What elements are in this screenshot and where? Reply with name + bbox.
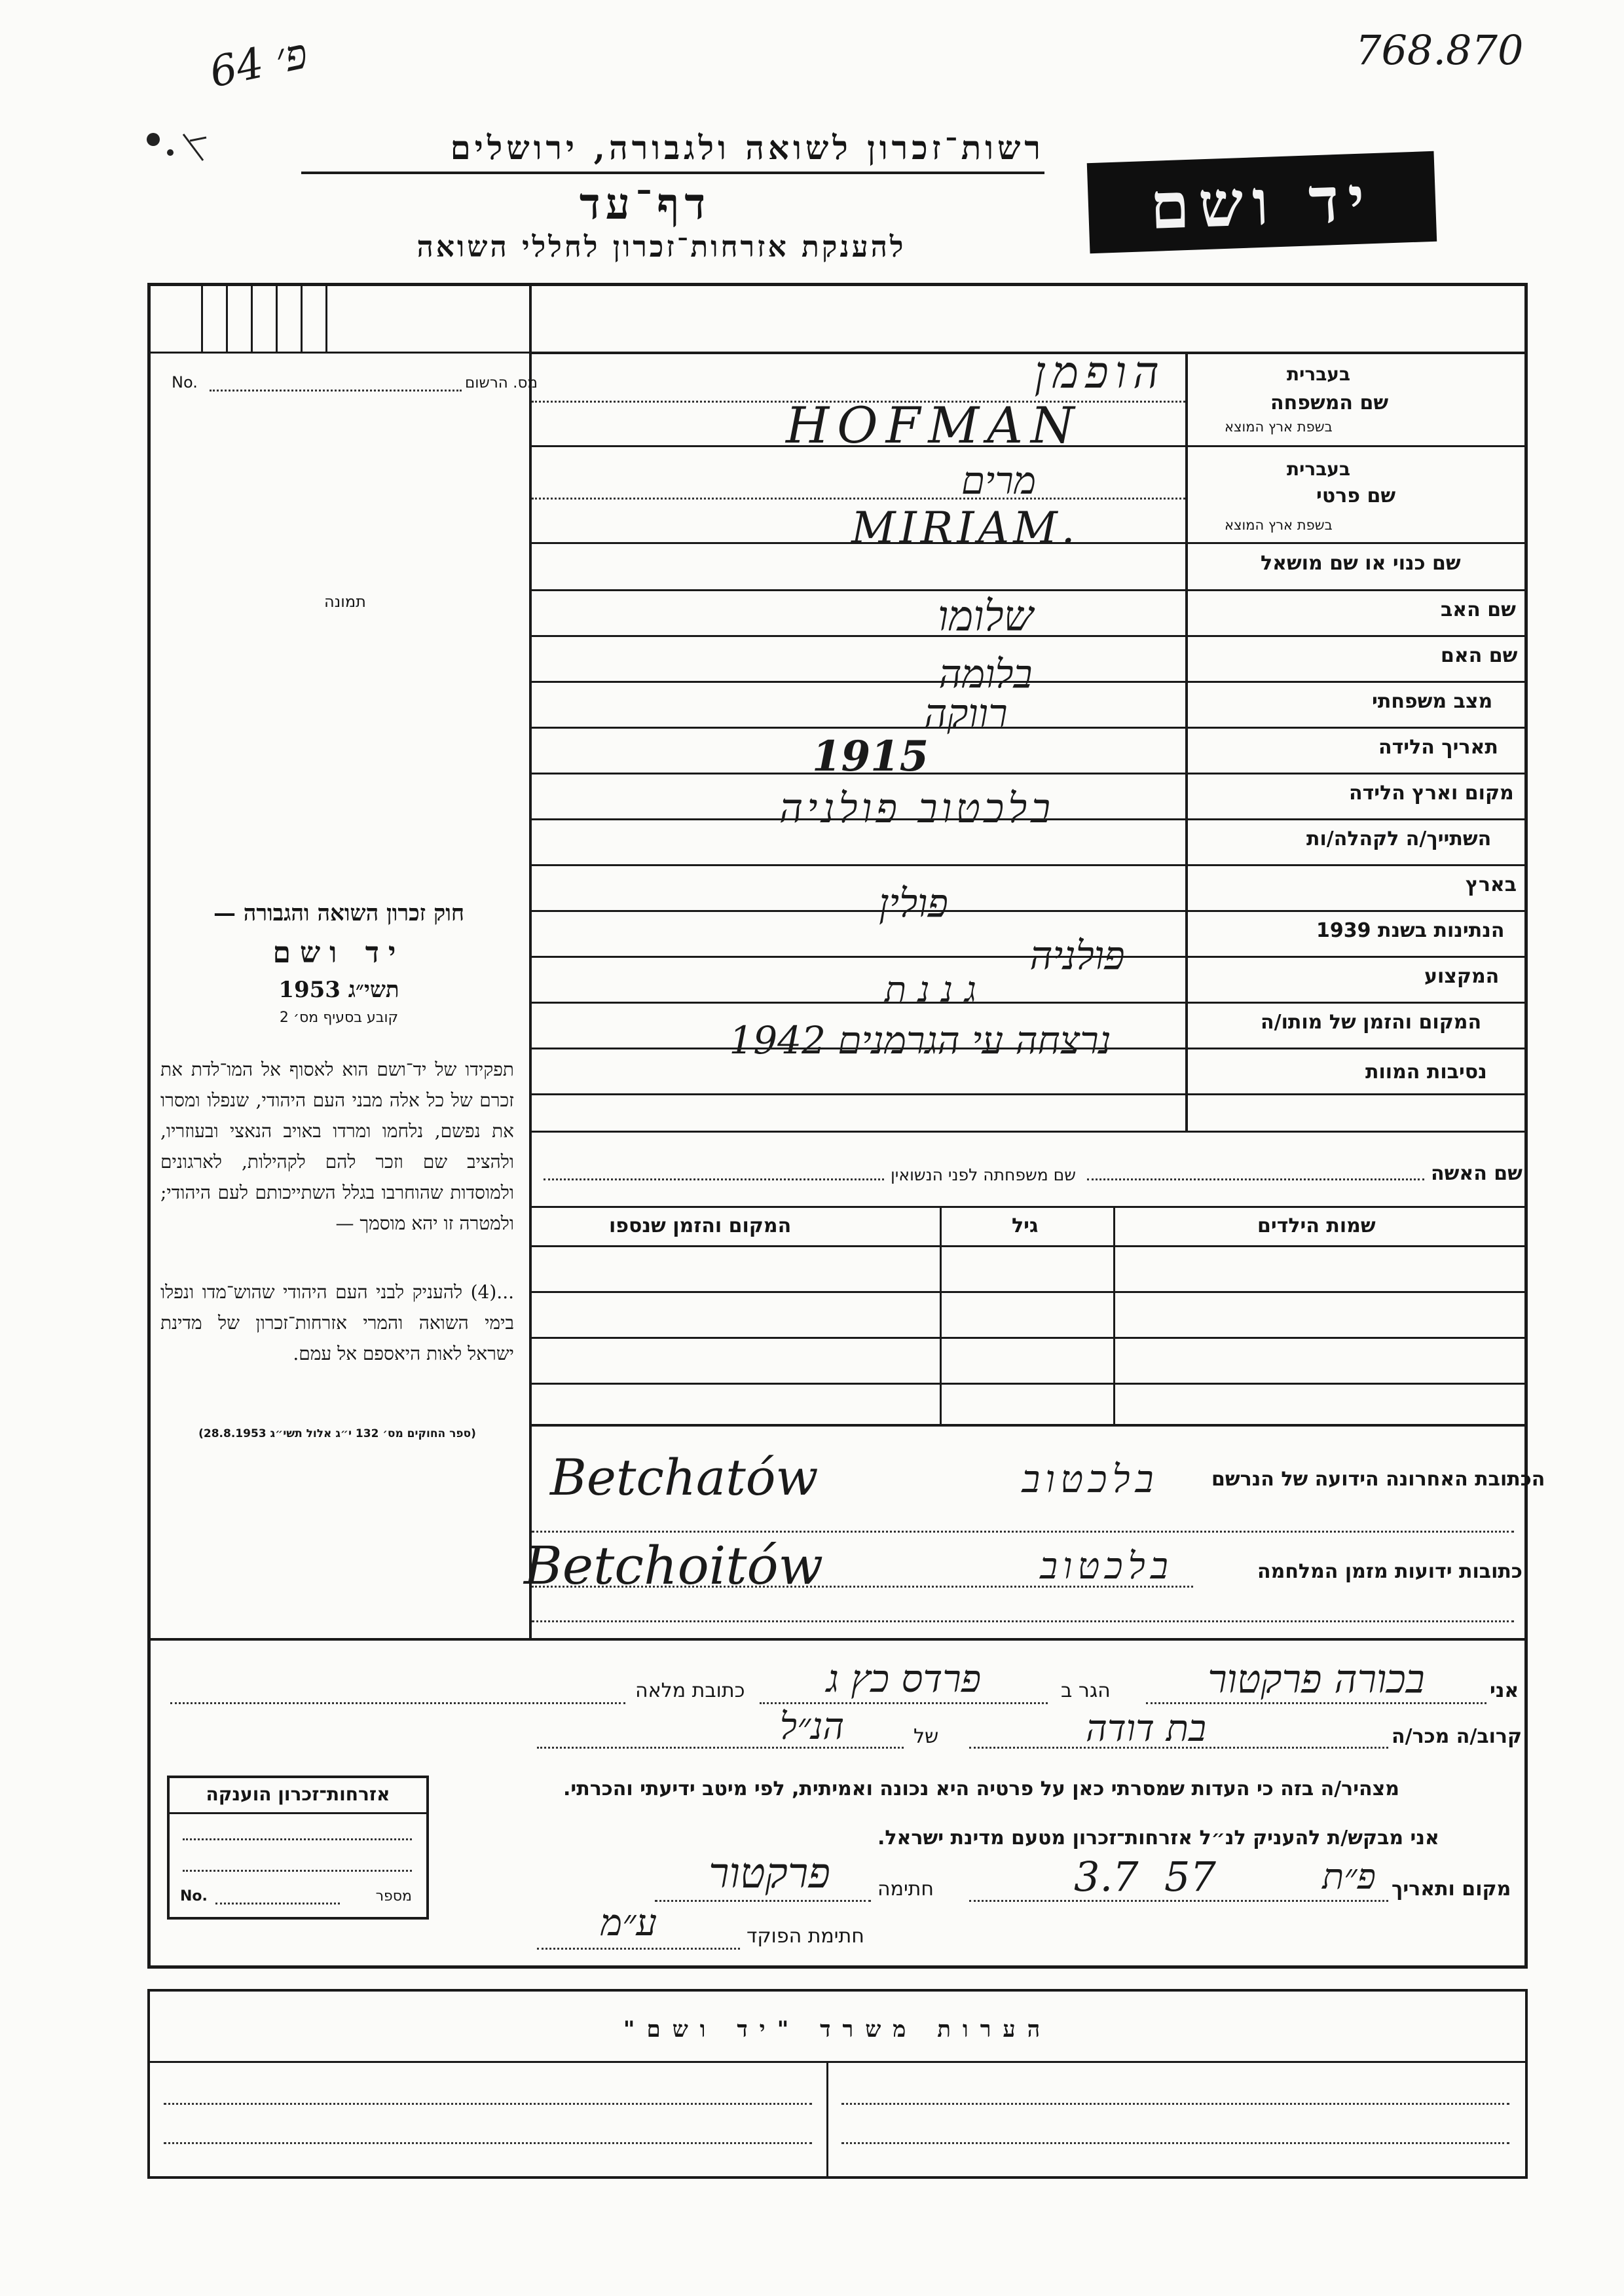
family-name-native-value[interactable]: HOFMAN <box>786 396 1082 454</box>
office-note-line-2[interactable] <box>841 2103 1509 2105</box>
children-age-header: גיל <box>1012 1214 1039 1237</box>
authority-line: רשות־זכרון לשואה ולגבורה, ירושלים <box>450 128 1044 167</box>
first-name-hebrew-value[interactable]: מרים <box>961 458 1037 503</box>
mother-value[interactable]: בלומה <box>938 651 1033 697</box>
place-value[interactable]: פ״ת <box>1322 1856 1376 1897</box>
first-name-native-value[interactable]: MIRIAM. <box>851 503 1079 553</box>
law-section: קובע בסעיף מס׳ 2 <box>279 1010 399 1026</box>
birth-place-label: מקום וארץ הלידה <box>1349 782 1514 805</box>
signature-label: חתימה <box>877 1878 934 1901</box>
office-note-line-4[interactable] <box>841 2142 1509 2144</box>
signature-value[interactable]: פרקטור <box>709 1850 830 1898</box>
of-line <box>537 1747 904 1749</box>
office-notes-header-line <box>147 2061 1528 2063</box>
law-paragraph-2: ...(4) להעניק לבני העם היהודי שהוש־מדו ונפלו בימי השואה והמרי אזרחות־זכרון של מדינת ישראל לאות היאספם אל עמם. <box>160 1281 514 1364</box>
occupation-label: המקצוע <box>1424 965 1500 988</box>
last-address-line <box>532 1531 1514 1533</box>
stamp-mark-icon <box>144 128 210 167</box>
grant-box-line-1[interactable] <box>183 1838 412 1840</box>
section-divider-declarant <box>147 1638 1528 1641</box>
wartime-address-line <box>532 1586 1193 1588</box>
label-column-divider <box>1185 352 1188 1131</box>
community-label: השתייך/ה לקהלה/ות <box>1306 828 1492 850</box>
relative-line <box>969 1747 1388 1749</box>
first-name-hebrew-label: בעברית <box>1287 458 1351 480</box>
grant-box <box>167 1776 429 1920</box>
declaration-text: מצהיר/ה בזה כי העדות שמסרתי כאן על פרטיה היא נכונה ואמיתית, לפי מיטב ידיעתי והכרתי. <box>563 1777 1399 1800</box>
death-circumstances-label: נסיבות המוות <box>1365 1061 1487 1084</box>
of-label: של <box>913 1725 939 1748</box>
grant-box-number-label: מספר <box>375 1888 412 1904</box>
children-cell-age-2[interactable] <box>946 1298 1110 1334</box>
children-cell-death-3[interactable] <box>537 1343 936 1380</box>
death-place-time-value[interactable]: נרצחה עי הגרמנים 1942 <box>729 1018 1111 1063</box>
grant-box-line-2[interactable] <box>183 1870 412 1872</box>
law-name: יד ושם <box>272 936 405 970</box>
wartime-address-latin-value[interactable]: Betchoitów <box>524 1535 824 1596</box>
mother-label: שם האם <box>1441 644 1518 667</box>
law-year: תשי״ג 1953 <box>278 977 399 1003</box>
photo-label: תמונה <box>324 592 366 611</box>
last-address-latin-value[interactable]: Betchatów <box>550 1448 819 1506</box>
country-label: בארץ <box>1466 873 1517 896</box>
children-cell-age-1[interactable] <box>946 1252 1110 1288</box>
last-address-label: הכתובת האחרונה הידועה של הנרשם <box>1211 1468 1545 1491</box>
law-paragraph-1: תפקידו של יד־ושם הוא לאסוף אל המו־לדת את זכרם של כל אלה מבני העם היהודי, שנפלו ומסרו את נפשם, נלחמו ומרדו באויב הנאצי ובעוזריו, ולהציב שם וזכר להם לקהילות, לארגונים ולמוסדות שהוחרבו בגלל השתייכותם לעם היהודי; ולמטרה זו יהא מוסמך — <box>160 1059 514 1234</box>
law-title: חוק זכרון השואה והגבורה — <box>213 900 465 926</box>
declarant-resident-line <box>760 1702 1048 1704</box>
children-cell-name-1[interactable] <box>1120 1252 1513 1288</box>
form-subtitle: להענקת אזרחות־זכרון לחללי השואה <box>416 230 906 264</box>
family-name-hebrew-value[interactable]: הופמן <box>1034 347 1166 399</box>
maiden-name-label: שם משפחתה לפני הנשואין <box>891 1165 1076 1184</box>
first-name-native-label: בשפת ארץ המוצא <box>1225 517 1333 533</box>
signature-line <box>655 1900 871 1902</box>
full-address-line[interactable] <box>170 1702 625 1704</box>
death-place-time-label: המקום והזמן של מותו/ה <box>1261 1011 1482 1034</box>
father-value[interactable]: שלומו <box>938 592 1033 641</box>
children-cell-death-1[interactable] <box>537 1252 936 1288</box>
place-date-label: מקום ותאריך <box>1392 1878 1511 1901</box>
yad-vashem-logo <box>1087 151 1437 253</box>
officer-signature-label: חתימת הפוקד <box>747 1925 864 1948</box>
of-value[interactable]: הנ״ל <box>779 1705 845 1748</box>
wife-label: שם האשה <box>1431 1162 1522 1185</box>
full-address-label: כתובת מלאה <box>635 1679 745 1702</box>
office-notes-title: הערות משרד "יד ושם" <box>623 2016 1052 2043</box>
first-name-label: שם פרטי <box>1316 484 1396 507</box>
corner-handwritten-number-right: 768.870 <box>1356 26 1524 74</box>
registry-no-label: No. <box>172 373 198 392</box>
children-names-header: שמות הילדים <box>1257 1214 1376 1237</box>
marital-status-label: מצב משפחתי <box>1372 690 1493 713</box>
office-note-line-3[interactable] <box>164 2142 812 2144</box>
children-cell-death-2[interactable] <box>537 1298 936 1334</box>
grant-box-title: אזרחות־זכרון הוענקה <box>206 1783 390 1805</box>
occupation-value[interactable]: גננת <box>885 969 988 1010</box>
birth-date-value[interactable]: 1915 <box>812 732 929 781</box>
family-name-native-label: בשפת ארץ המוצא <box>1225 419 1333 435</box>
citizenship-1939-label: הנתינות בשנת 1939 <box>1316 919 1505 942</box>
form-title: דף־עד <box>579 178 711 229</box>
logo-text: יד ושם <box>1149 161 1375 244</box>
children-cell-name-2[interactable] <box>1120 1298 1513 1334</box>
birth-date-label: תאריך הלידה <box>1378 736 1498 759</box>
birth-place-value[interactable]: בלכטוב פולניה <box>779 784 1055 832</box>
declarant-resident-value[interactable]: פרדס כץ ג <box>826 1656 982 1701</box>
marital-status-value[interactable]: רווקה <box>924 691 1008 737</box>
office-note-line-1[interactable] <box>164 2103 812 2105</box>
country-value[interactable]: פולין <box>879 881 948 926</box>
place-date-line <box>969 1900 1388 1902</box>
declarant-name-value[interactable]: בכורה פרקטור <box>1208 1656 1425 1702</box>
wartime-address-hebrew-value[interactable]: בלכטוב <box>1040 1545 1173 1588</box>
father-label: שם האב <box>1441 598 1516 621</box>
nickname-label: שם כנוי או שם מושאל <box>1261 552 1461 575</box>
declarant-resident-label: הגר ב <box>1061 1679 1111 1702</box>
office-notes-bottom-line <box>147 2176 1528 2179</box>
registry-field[interactable] <box>210 390 462 392</box>
officer-signature-line <box>537 1948 740 1950</box>
relative-value[interactable]: בת דודה <box>1086 1707 1206 1750</box>
declarant-ani-label: אני <box>1490 1679 1519 1702</box>
children-cell-age-3[interactable] <box>946 1343 1110 1380</box>
left-column-divider <box>529 283 532 1638</box>
authority-underline <box>301 172 1044 174</box>
wartime-address-label: כתובות ידועות מזמן המלחמה <box>1257 1560 1522 1583</box>
wife-name-field[interactable] <box>1087 1178 1424 1180</box>
declarant-name-line <box>1146 1702 1486 1704</box>
office-notes-column-divider <box>826 2061 828 2179</box>
maiden-name-field[interactable] <box>544 1178 884 1180</box>
family-name-hebrew-label: בעברית <box>1287 363 1351 385</box>
officer-signature-value[interactable]: ע״מ <box>600 1902 657 1944</box>
children-cell-name-3[interactable] <box>1120 1343 1513 1380</box>
registry-label: מס. הרשום <box>465 374 538 392</box>
family-name-label: שם המשפחה <box>1270 392 1389 414</box>
wartime-address-line-2 <box>532 1620 1514 1622</box>
corner-handwritten-number-left: פ׳ 64 <box>205 29 312 98</box>
relative-label: קרוב/ה מכר/ה <box>1392 1725 1522 1748</box>
request-text: אני מבקש/ת להעניק לנ״ל אזרחות־זכרון מטעם מדינת ישראל. <box>877 1827 1439 1850</box>
grant-box-no-label: No. <box>180 1888 208 1904</box>
date-value[interactable]: 3.7 57 <box>1074 1853 1216 1901</box>
citizenship-1939-value[interactable]: פולניה <box>1029 933 1125 979</box>
last-address-hebrew-value[interactable]: בלכטוב <box>1022 1457 1159 1501</box>
law-citation: (ספר החוקים מס׳ 132 י״ג אלול תשי״ג 28.8.1953) <box>198 1427 476 1440</box>
children-death-header: המקום והזמן שנספו <box>609 1214 792 1237</box>
grant-box-number-line[interactable] <box>215 1903 340 1904</box>
